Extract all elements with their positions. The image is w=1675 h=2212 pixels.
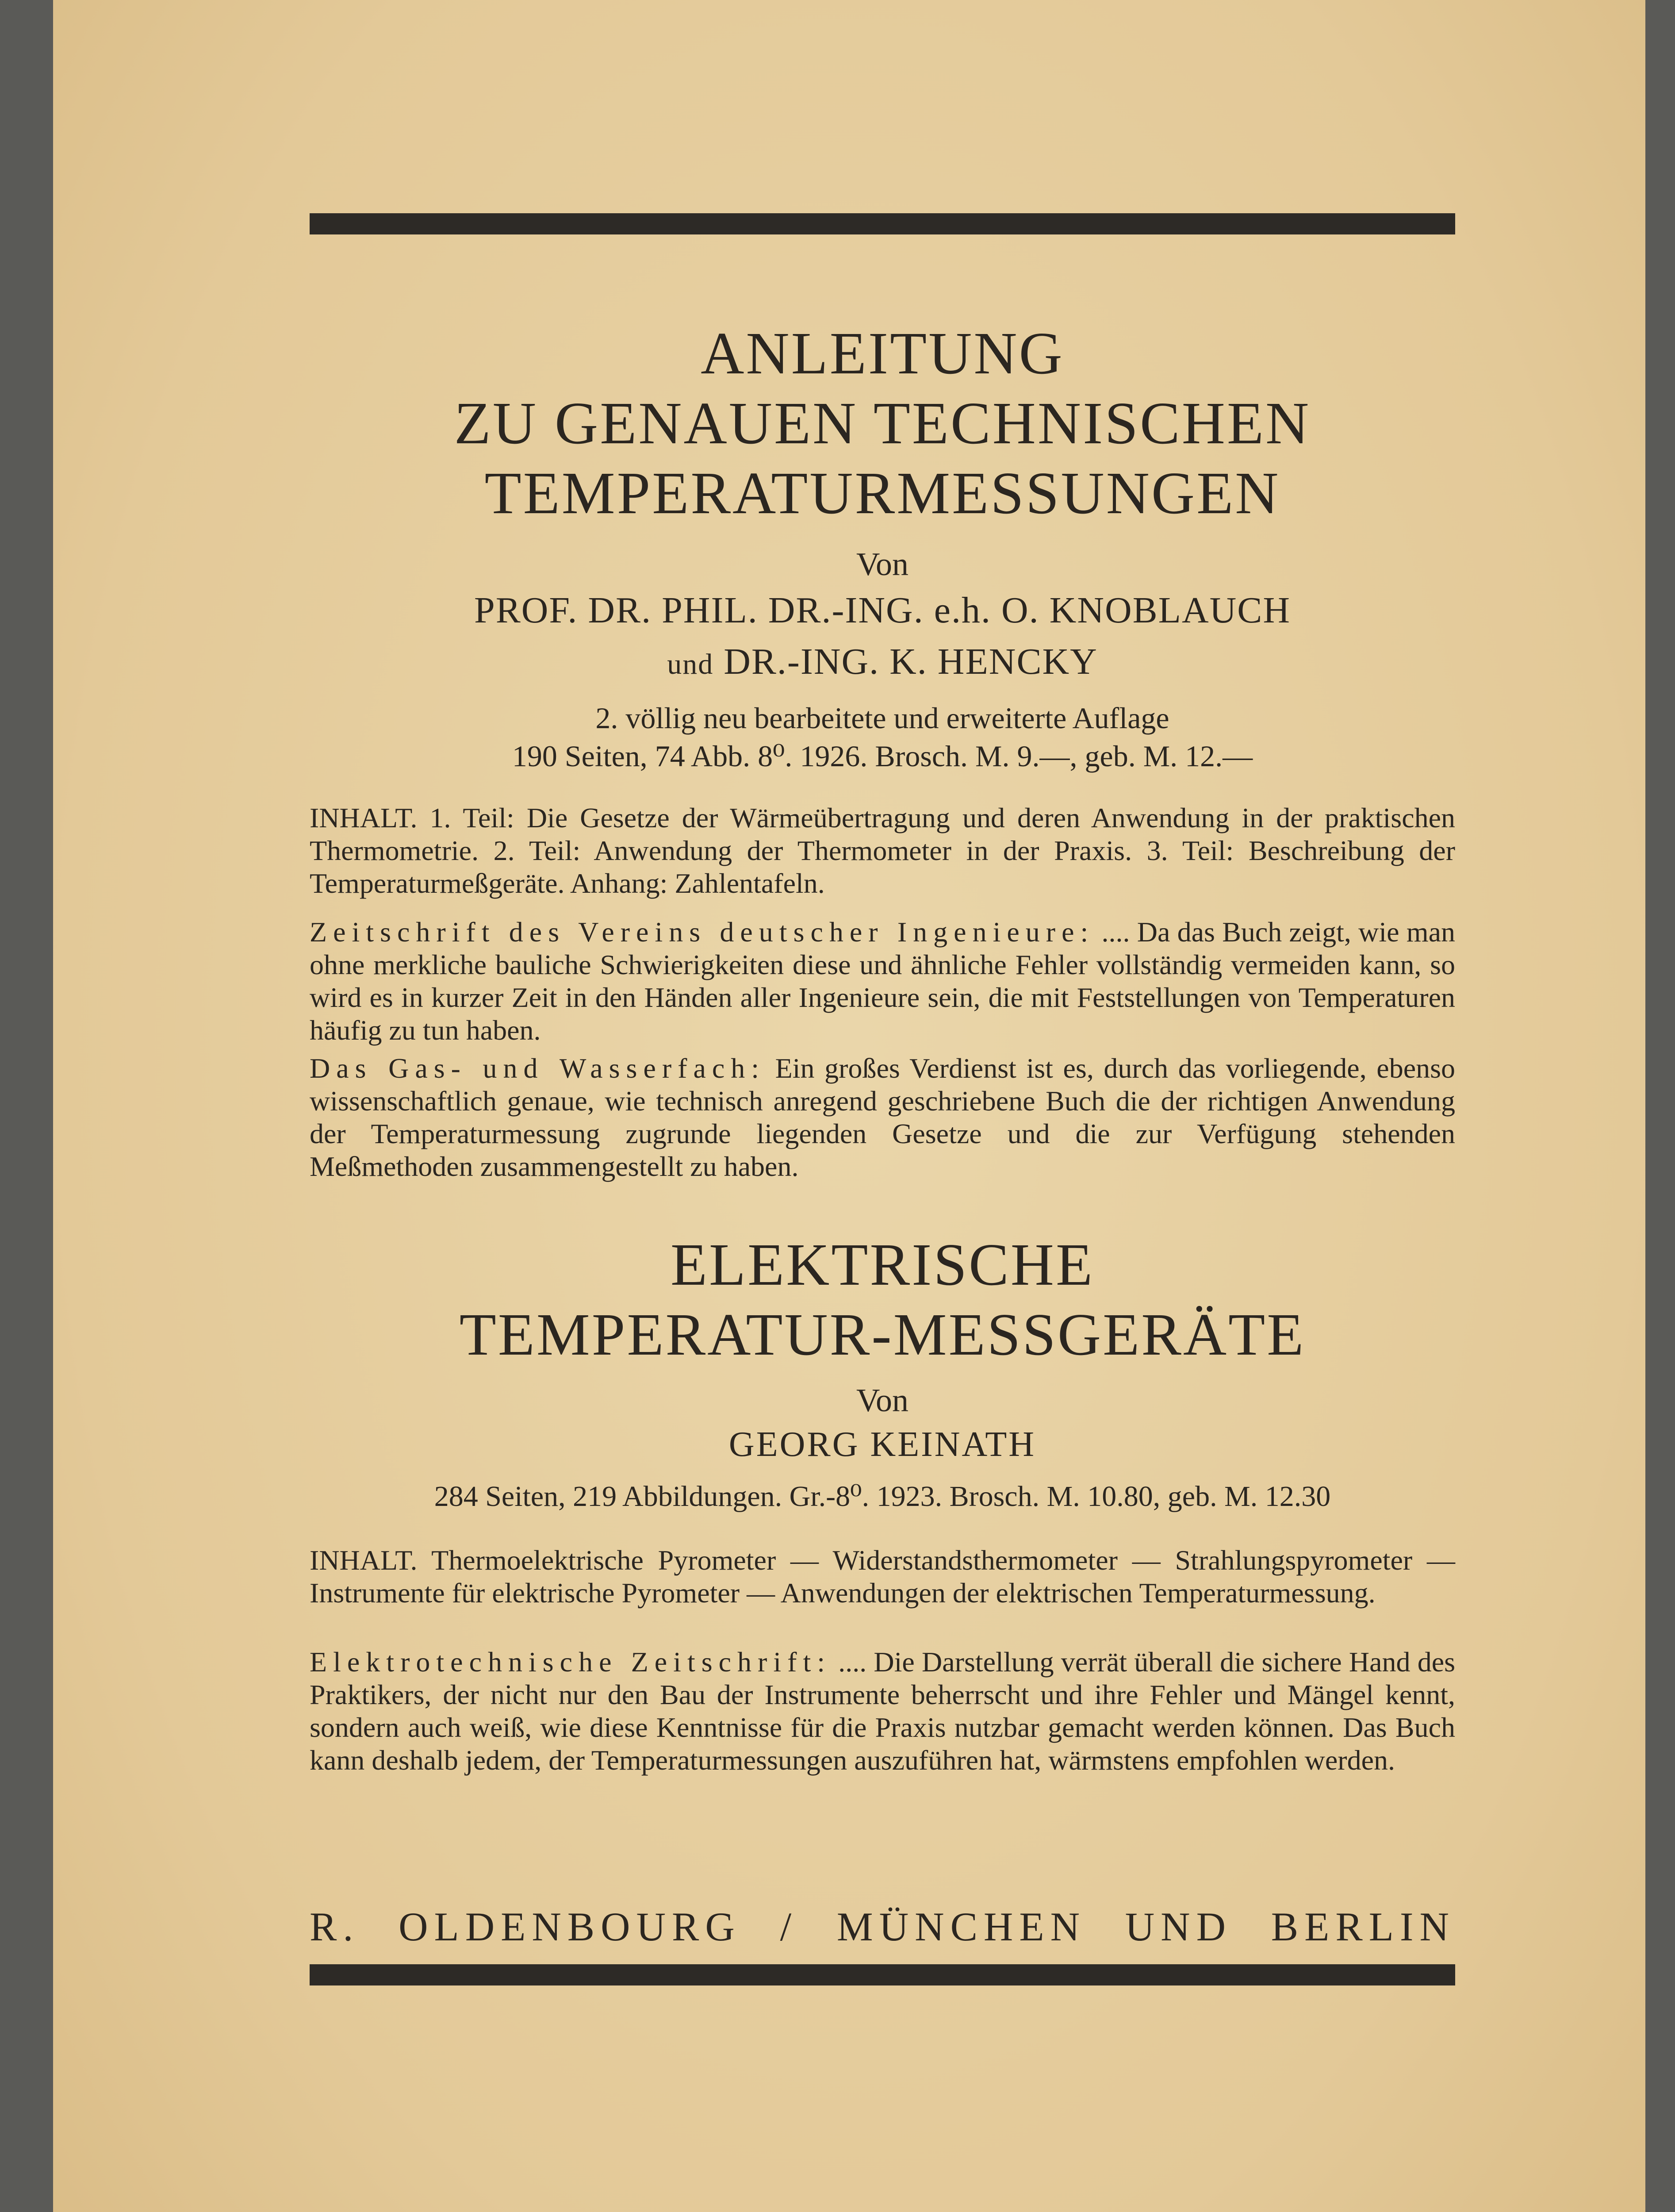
book1-review2 (310, 1052, 1455, 1183)
book1-title-line2: ZU GENAUEN TECHNISCHEN (454, 390, 1311, 457)
book1-review1-source: Zeitschrift des Vereins deutscher Ingenieure: (310, 916, 1095, 948)
book1-review1-text: .... Da das Buch zeigt, wie man ohne merkliche bauliche Schwierigkeiten diese und ähnliche Fehler vollständig vermeiden kann, so wird es in kurzer Zeit in den Händen aller Ingenieure sein, die mit Feststellungen von Temperaturen häufig zu tun haben. (310, 916, 1456, 1046)
book1-authors-second: DR.-ING. K. HENCKY (724, 641, 1098, 682)
book2-review-text: .... Die Darstellung verrät überall die sichere Hand des Praktikers, der nicht nur den Bau der Instrumente beherrscht und ihre Fehler und Mängel kennt, sondern auch weiß, wie diese Kenntnisse für die Praxis nutzbar gemacht werden können. Das Buch kann deshalb jedem, der Temperaturmessungen auszuführen hat, wärmstens empfohlen werden. (310, 1646, 1456, 1776)
book1-authors-und: und (667, 648, 714, 680)
top-rule (310, 213, 1455, 234)
book1-authors-line2 (310, 636, 1455, 690)
book2-pubinfo: 284 Seiten, 219 Abbildungen. Gr.-8⁰. 1923. Brosch. M. 10.80, geb. M. 12.30 (434, 1480, 1331, 1513)
paper-sheet (53, 0, 1645, 2212)
book1-edition-line1: 2. völlig neu bearbeitete und erweiterte Auflage (595, 701, 1169, 735)
book1-review2-source: Das Gas- und Wasserfach: (310, 1052, 766, 1084)
book1-edition (310, 699, 1455, 775)
book2-title-line1: ELEKTRISCHE (670, 1232, 1095, 1298)
book1-title (310, 319, 1455, 528)
publisher-imprint: R. OLDENBOURG / MÜNCHEN UND BERLIN (310, 1904, 1455, 1949)
book2-von: Von (856, 1382, 908, 1419)
book1-title-line1: ANLEITUNG (701, 320, 1064, 387)
book1-edition-line2: 190 Seiten, 74 Abb. 8⁰. 1926. Brosch. M. 9.—, geb. M. 12.— (512, 739, 1253, 773)
bottom-rule (310, 1964, 1455, 1985)
book1-review1 (310, 916, 1455, 1047)
book2-title (310, 1230, 1455, 1370)
book2-author: GEORG KEINATH (728, 1425, 1036, 1464)
book1-authors (310, 585, 1455, 690)
book1-title-line3: TEMPERATURMESSUNGEN (484, 460, 1280, 526)
book2-inhalt: INHALT. Thermoelektrische Pyrometer — Widerstandsthermometer — Strahlungspyrometer — Instrumente für elektrische Pyrometer — Anwendungen der elektrischen Temperaturmessung. (310, 1544, 1455, 1609)
book2-title-line2: TEMPERATUR-MESSGERÄTE (459, 1302, 1306, 1368)
book1-von: Von (856, 546, 908, 583)
book1-review2-text: Ein großes Verdienst ist es, durch das vorliegende, ebenso wissenschaftlich genaue, wie technisch anregend geschriebene Buch die der richtigen Anwendung der Temperaturmessung zugrunde liegenden Gesetze und die zur Verfügung stehenden Meßmethoden zusammengestellt zu haben. (310, 1052, 1456, 1182)
book2-review-source: Elektrotechnische Zeitschrift: (310, 1646, 832, 1678)
book2-review (310, 1646, 1455, 1777)
book1-inhalt: INHALT. 1. Teil: Die Gesetze der Wärmeübertragung und deren Anwendung in der praktischen Thermometrie. 2. Teil: Anwendung der Thermometer in der Praxis. 3. Teil: Beschreibung der Temperaturmeßgeräte. Anhang: Zahlentafeln. (310, 802, 1455, 899)
book1-authors-line1: PROF. DR. PHIL. DR.-ING. e.h. O. KNOBLAUCH (474, 590, 1291, 631)
